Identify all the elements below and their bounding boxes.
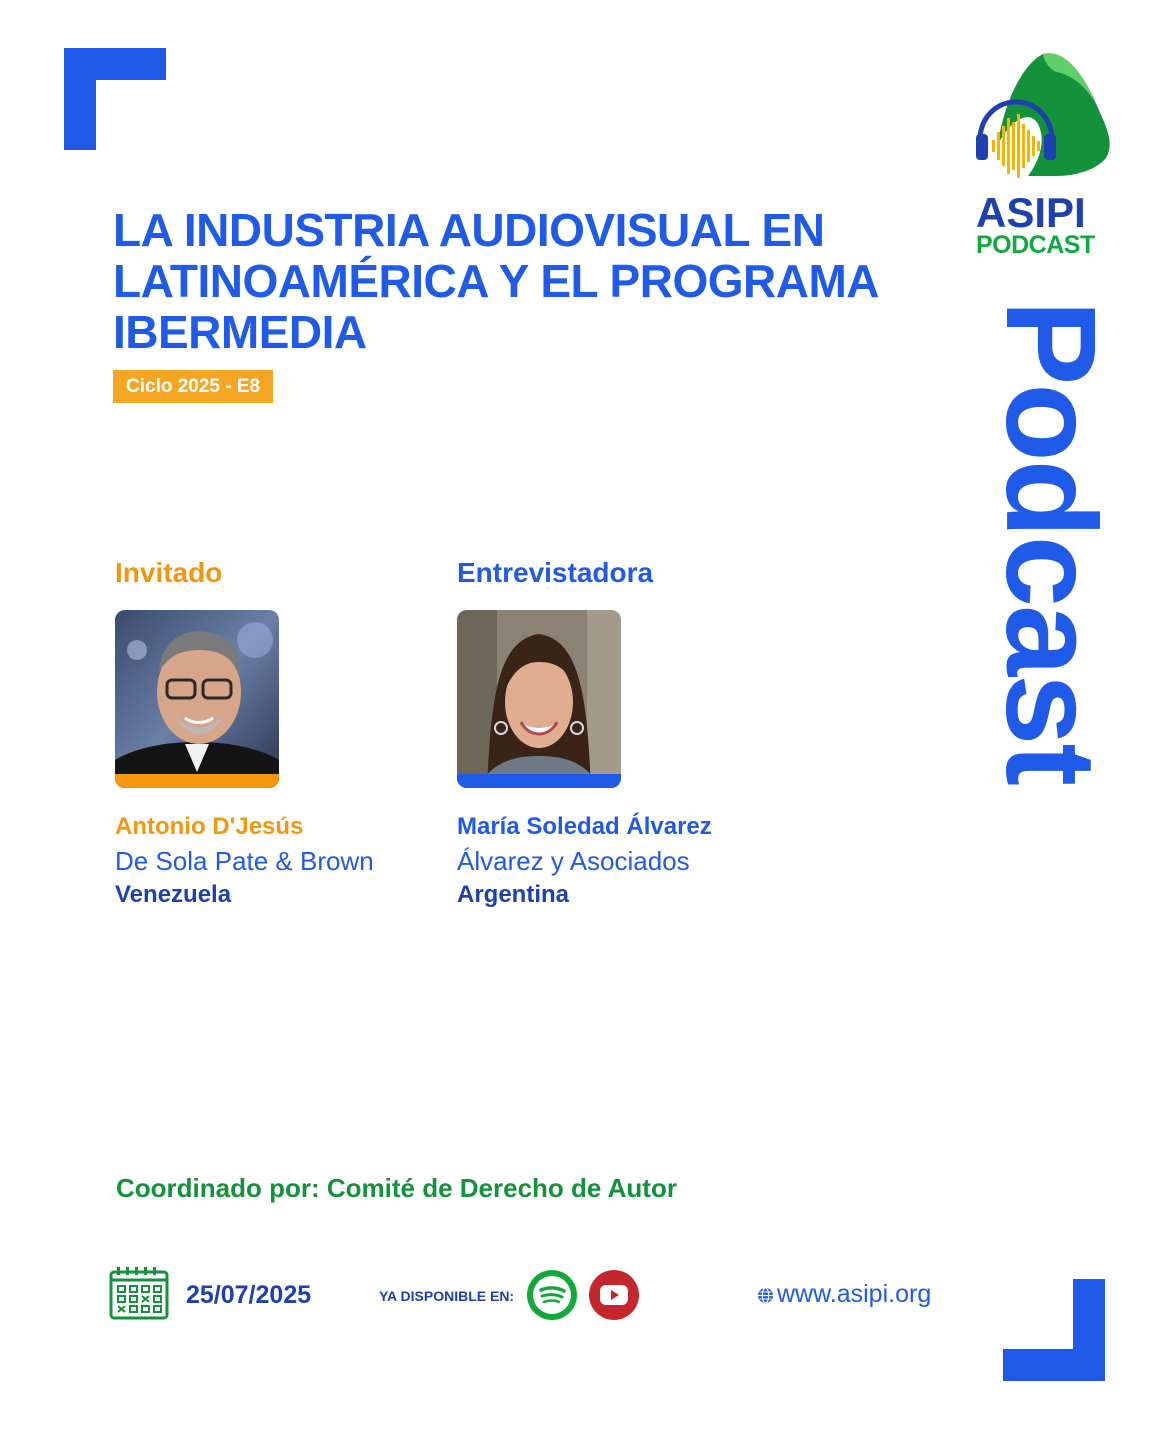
logo-subtitle: PODCAST — [976, 231, 1095, 259]
title-line: LA INDUSTRIA AUDIOVISUAL EN — [113, 204, 825, 256]
youtube-icon[interactable] — [588, 1269, 640, 1321]
host-info — [457, 810, 797, 912]
calendar-icon — [109, 1266, 169, 1320]
host-card — [457, 556, 777, 908]
host-photo — [457, 610, 621, 788]
guest-role-label: Invitado — [115, 557, 223, 588]
website-link[interactable]: www.asipi.org — [777, 1280, 932, 1308]
host-firm: Álvarez y Asociados — [457, 846, 690, 876]
available-on-label: YA DISPONIBLE EN: — [379, 1288, 515, 1304]
title-line: LATINOAMÉRICA Y EL PROGRAMA — [113, 255, 879, 307]
release-date: 25/07/2025 — [186, 1281, 312, 1309]
coordinated-by-text: Coordinado por: Comité de Derecho de Autor — [116, 1173, 677, 1203]
title-line: IBERMEDIA — [113, 306, 367, 358]
globe-icon — [757, 1287, 774, 1304]
guest-firm: De Sola Pate & Brown — [115, 846, 374, 876]
guest-info — [115, 810, 455, 912]
guest-card — [115, 556, 435, 908]
guest-photo-accent-bar — [115, 774, 279, 788]
corner-bracket-top-left — [64, 48, 166, 150]
headphones-sound-wave-icon — [968, 48, 1118, 188]
guest-name: Antonio D'Jesús — [115, 813, 304, 840]
corner-bracket-bottom-right — [1003, 1279, 1105, 1381]
host-name: María Soledad Álvarez — [457, 813, 712, 840]
host-country: Argentina — [457, 881, 570, 908]
episode-title — [113, 204, 879, 358]
asipi-podcast-logo — [968, 48, 1118, 263]
guest-country: Venezuela — [115, 881, 232, 908]
spotify-icon[interactable] — [526, 1269, 578, 1321]
cycle-badge: Ciclo 2025 - E8 — [113, 370, 273, 403]
guest-photo — [115, 610, 279, 788]
logo-wordmark: ASIPI — [976, 189, 1086, 236]
host-role-label: Entrevistadora — [457, 557, 654, 588]
host-photo-accent-bar — [457, 774, 621, 788]
vertical-podcast-word: Podcast — [979, 300, 1122, 784]
